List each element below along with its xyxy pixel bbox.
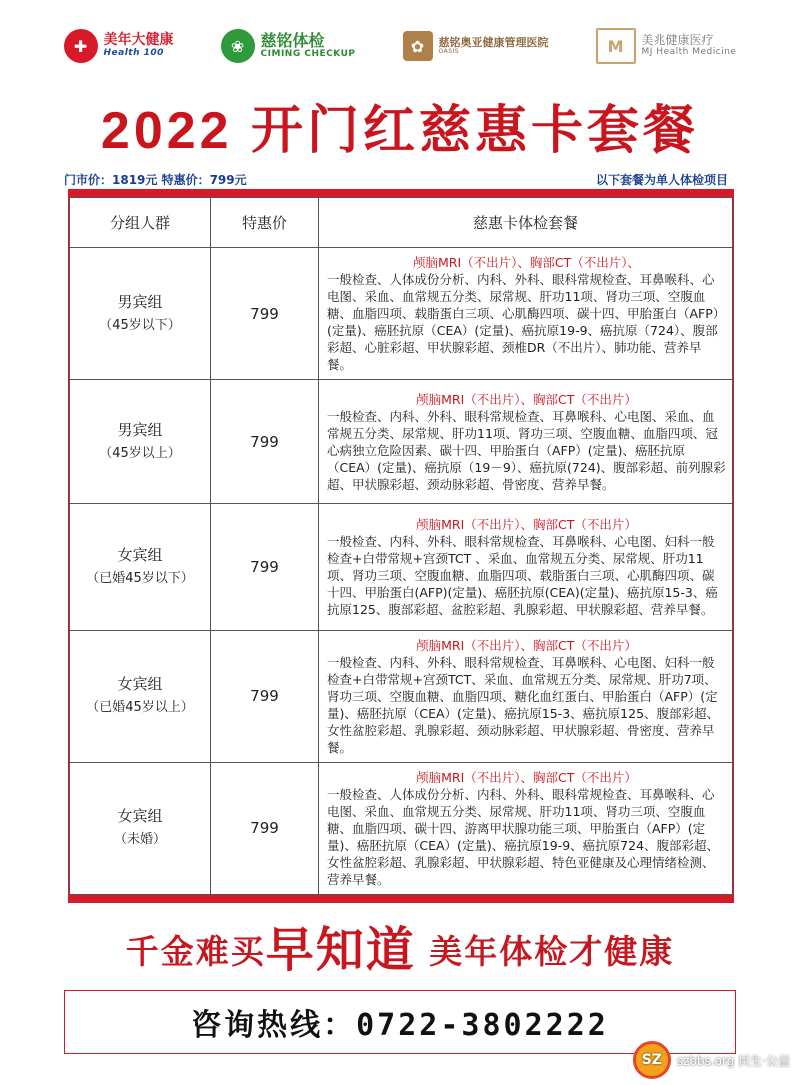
table-row [70, 380, 733, 504]
group-name: 男宾组 [117, 292, 163, 311]
group-name: 男宾组 [117, 420, 163, 439]
table-row [70, 630, 733, 762]
items-cell [319, 504, 733, 630]
imaging-items: 颅脑MRI（不出片）、胸部CT（不出片）、 [412, 255, 641, 271]
group-cell [70, 504, 211, 630]
group-cell [70, 248, 211, 380]
table-row [70, 248, 733, 380]
logo-name: 慈铭奥亚健康管理医院 [438, 35, 549, 49]
imaging-items: 颅脑MRI（不出片）、胸部CT（不出片） [416, 637, 637, 653]
slogan-part1: 千金难买 [125, 932, 266, 971]
price-info: 门市价：1819元 特惠价：799元 [64, 173, 247, 187]
header-price: 特惠价 [211, 198, 319, 248]
price-cell: 799 [211, 762, 319, 894]
slogan [0, 922, 800, 980]
price-cell: 799 [211, 248, 319, 380]
exam-items: 一般检查、人体成份分析、内科、外科、眼科常规检查、耳鼻喉科、心电图、采血、血常规五分类、尿常规、肝功11项、肾功三项、空腹血糖、血脂四项、载脂蛋白三项、心肌酶四项、碳十四、甲胎蛋白（AFP）(定量)、癌胚抗原（CEA）(定量)、癌抗原19-9、癌抗原（724）、腹部彩超、心脏彩超、甲状腺彩超、颈椎DR（不出片）、肺功能、营养早餐。 [327, 272, 726, 373]
logo-bar [0, 0, 800, 92]
group-age: （已婚45岁以上） [86, 700, 194, 716]
group-cell [70, 630, 211, 762]
package-table [68, 189, 734, 903]
watermark-text: szbbs.org 民生·公益 [676, 1053, 790, 1068]
imaging-items: 颅脑MRI（不出片）、胸部CT（不出片） [416, 391, 637, 407]
logo-name-en: CIMING CHECKUP [260, 48, 356, 59]
page-title: 2022 开门红慈惠卡套餐 [100, 102, 700, 160]
group-name: 女宾组 [117, 675, 163, 694]
table-row [70, 504, 733, 630]
exam-items: 一般检查、内科、外科、眼科常规检查、耳鼻喉科、心电图、妇科一般检查+白带常规+宫颈TCT、采血、血常规五分类、尿常规、肝功7项、肾功三项、空腹血糖、血脂四项、糖化血红蛋白、甲胎蛋白（AFP）(定量)、癌胚抗原（CEA）(定量)、癌抗原15-3、癌抗原125、腹部彩超、女性盆腔彩超、乳腺彩超、颈动脉彩超、甲状腺彩超、骨密度、营养早餐。 [327, 654, 720, 755]
header-group: 分组人群 [70, 198, 211, 248]
items-cell [319, 248, 733, 380]
exam-items: 一般检查、内科、外科、眼科常规检查、耳鼻喉科、心电图、妇科一般检查+白带常规+宫颈TCT 、采血、血常规五分类、尿常规、肝功11项、肾功三项、空腹血糖、血脂四项、载脂蛋白三项、心肌酶四项、碳十四、甲胎蛋白(AFP)(定量)、癌胚抗原(CEA)(定量)、癌抗原15-3、癌抗原125、腹部彩超、盆腔彩超、乳腺彩超、甲状腺彩超、营养早餐。 [327, 533, 718, 617]
items-cell [319, 630, 733, 762]
table-header-row [70, 198, 733, 248]
health100-logo-icon: ✚ [64, 29, 98, 63]
logo-mj [596, 28, 737, 64]
package-note: 以下套餐为单人体检项目 [595, 173, 728, 187]
group-age: （未婚） [113, 832, 166, 848]
logo-name-en: OASIS [438, 47, 460, 55]
logo-name: 美兆健康医疗 [641, 33, 714, 48]
ciming-logo-icon: ❀ [221, 29, 255, 63]
mj-logo-icon: M [596, 28, 636, 64]
group-age: （已婚45岁以下） [86, 570, 194, 586]
hotline: 咨询热线：0722-3802222 [191, 1008, 609, 1043]
watermark [633, 1041, 790, 1079]
items-cell [319, 762, 733, 894]
group-age: （45岁以下） [99, 317, 181, 333]
logo-ciming [221, 29, 356, 63]
price-cell: 799 [211, 380, 319, 504]
imaging-items: 颅脑MRI（不出片）、胸部CT（不出片） [416, 769, 637, 785]
header-items: 慈惠卡体检套餐 [319, 198, 733, 248]
watermark-seal-icon: SZ [633, 1041, 671, 1079]
price-cell: 799 [211, 630, 319, 762]
table-row [70, 762, 733, 894]
group-name: 女宾组 [117, 807, 163, 826]
items-cell [319, 380, 733, 504]
imaging-items: 颅脑MRI（不出片）、胸部CT（不出片） [416, 516, 637, 532]
slogan-part2: 美年体检才健康 [429, 932, 675, 971]
logo-oasis [403, 31, 549, 61]
logo-health100 [64, 29, 174, 63]
group-age: （45岁以上） [99, 445, 181, 461]
logo-name-en: Health 100 [103, 47, 164, 58]
group-cell [70, 380, 211, 504]
group-name: 女宾组 [117, 545, 163, 564]
exam-items: 一般检查、内科、外科、眼科常规检查、耳鼻喉科、心电图、采血、血常规五分类、尿常规、肝功11项、肾功三项、空腹血糖、血脂四项、冠心病独立危险因素、碳十四、甲胎蛋白（AFP）(定量)、癌胚抗原（CEA）(定量)、癌抗原（19－9）、癌抗原(724)、腹部彩超、前列腺彩超、甲状腺彩超、颈动脉彩超、骨密度、营养早餐。 [327, 408, 726, 492]
slogan-highlight: 早知道 [265, 922, 416, 978]
logo-name-en: MJ Health Medicine [641, 46, 737, 57]
price-cell: 799 [211, 504, 319, 630]
logo-name: 美年大健康 [103, 32, 174, 49]
exam-items: 一般检查、人体成份分析、内科、外科、眼科常规检查、耳鼻喉科、心电图、采血、血常规五分类、尿常规、肝功11项、肾功三项、空腹血糖、血脂四项、碳十四、游离甲状腺功能三项、甲胎蛋白（AFP）(定量)、癌胚抗原（CEA）(定量)、癌抗原19-9、癌抗原724、腹部彩超、女性盆腔彩超、乳腺彩超、甲状腺彩超、特色亚健康及心理情绪检测、营养早餐。 [327, 786, 720, 887]
oasis-logo-icon: ✿ [403, 31, 433, 61]
group-cell [70, 762, 211, 894]
logo-name: 慈铭体检 [260, 31, 325, 51]
